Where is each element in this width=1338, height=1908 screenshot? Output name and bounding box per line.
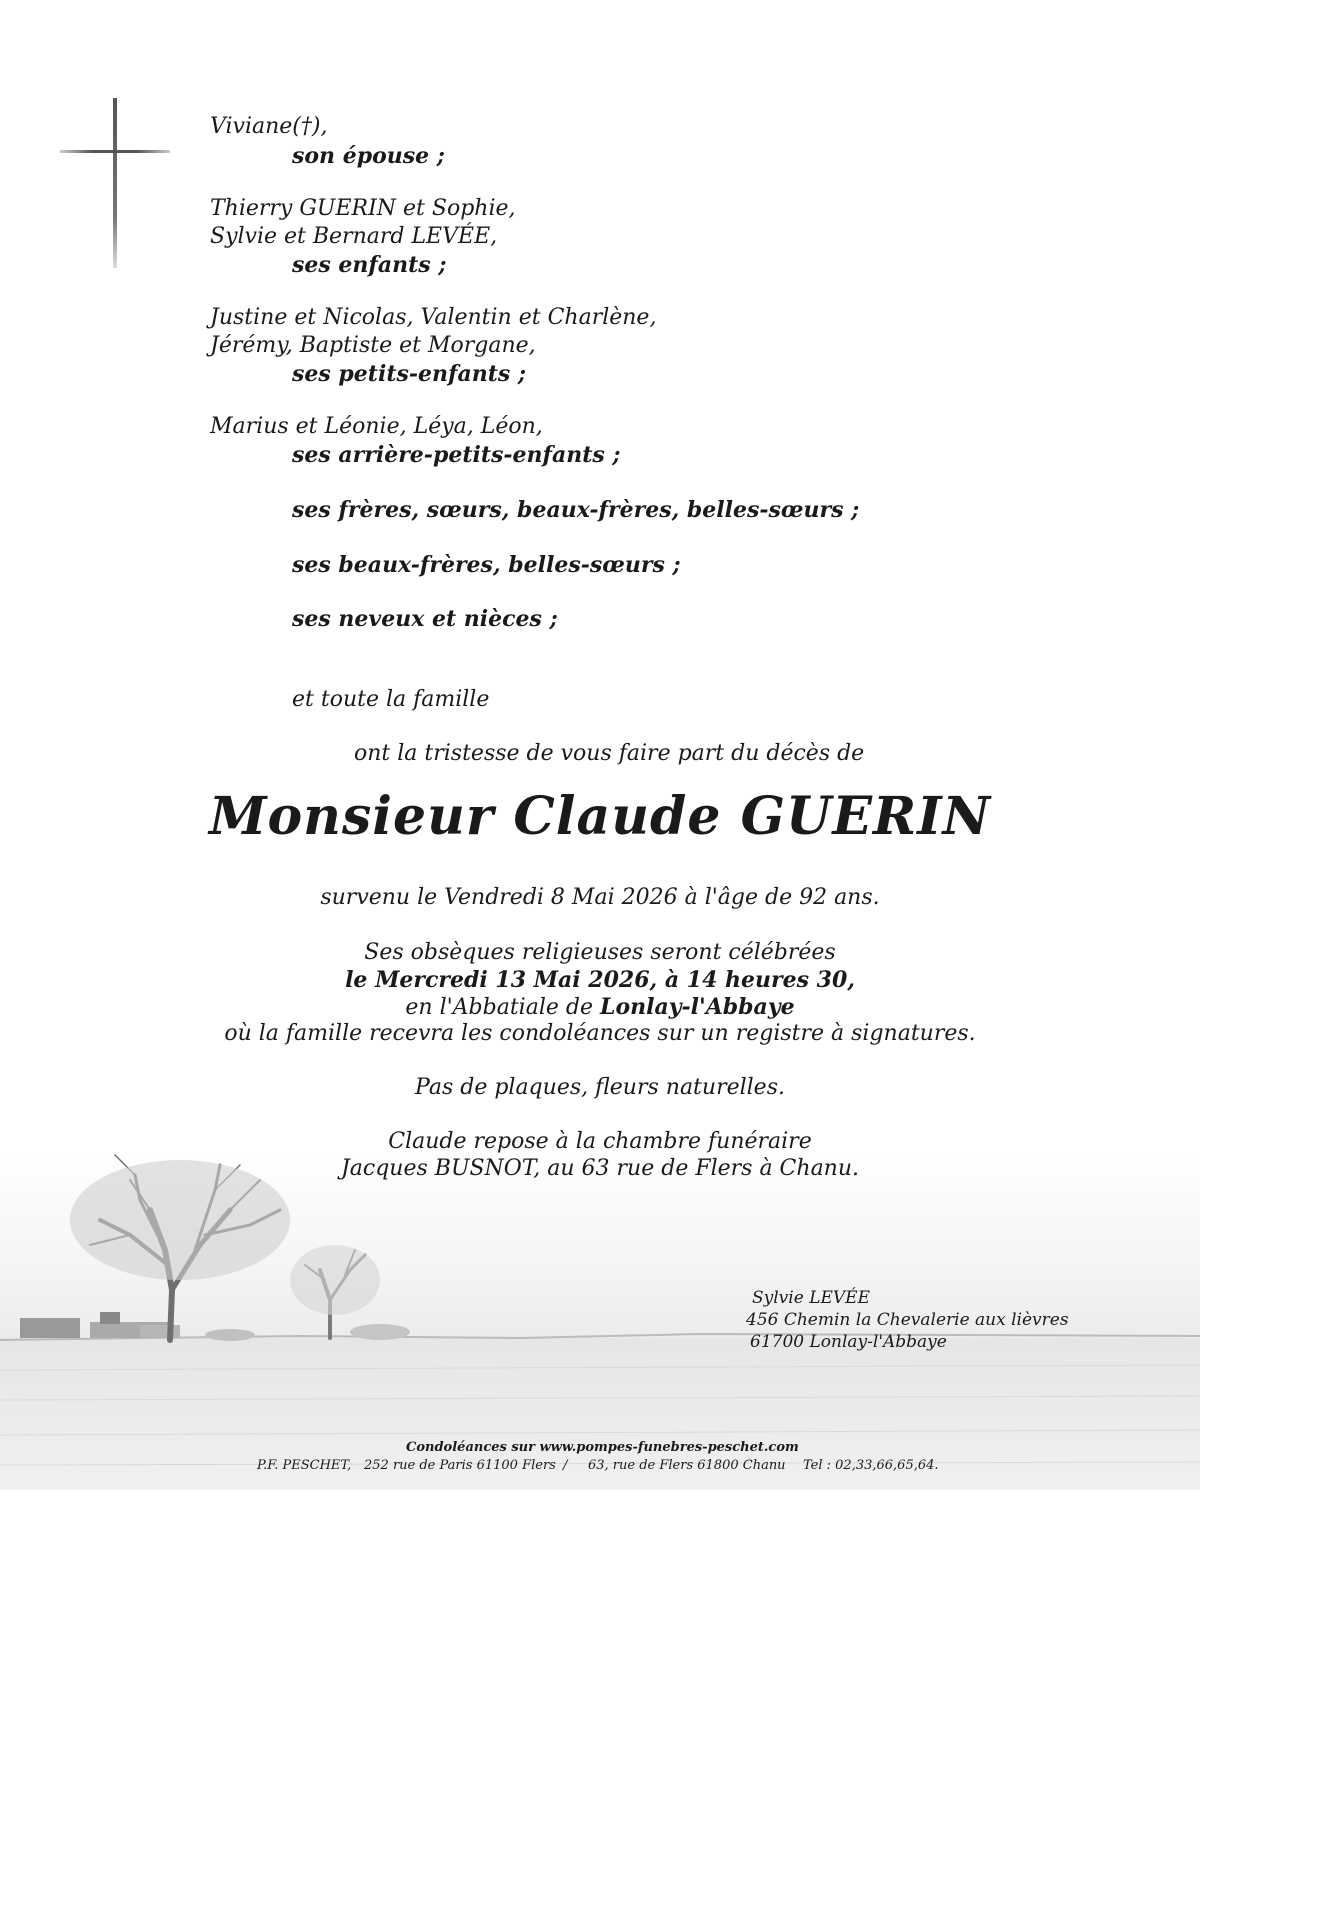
- nephews-line: ses neveux et nièces ;: [292, 606, 558, 632]
- funeral-line-4: où la famille recevra les condoléances sur un registre à signatures.: [224, 1021, 976, 1046]
- flowers-line: Pas de plaques, fleurs naturelles.: [415, 1075, 785, 1100]
- whole-family-line: et toute la famille: [292, 687, 490, 712]
- children-line-1: Thierry GUERIN et Sophie,: [210, 196, 516, 221]
- funeral-line-3: [0, 994, 1200, 1021]
- footer-address-2: 63, rue de Flers 61800 Chanu: [588, 1458, 786, 1473]
- contact-street: 456 Chemin la Chevalerie aux lièvres: [746, 1310, 1069, 1330]
- contact-city: 61700 Lonlay-l'Abbaye: [750, 1332, 947, 1352]
- rest-line-2: Jacques BUSNOT, au 63 rue de Flers à Chanu.: [340, 1156, 860, 1181]
- cross-icon: [60, 98, 170, 268]
- greatgrandchildren-role: ses arrière-petits-enfants ;: [292, 442, 621, 468]
- death-line: survenu le Vendredi 8 Mai 2026 à l'âge de 92 ans.: [320, 885, 880, 910]
- grandchildren-role: ses petits-enfants ;: [292, 361, 527, 387]
- wife-role: son épouse ;: [292, 143, 445, 169]
- children-line-2: Sylvie et Bernard LEVÉE,: [210, 224, 498, 249]
- contact-name: Sylvie LEVÉE: [752, 1288, 870, 1308]
- rest-line-1: Claude repose à la chambre funéraire: [388, 1129, 812, 1154]
- condolences-line: Condoléances sur www.pompes-funebres-peschet.com: [406, 1440, 799, 1455]
- grandchildren-line-1: Justine et Nicolas, Valentin et Charlène,: [210, 305, 657, 330]
- funeral-line-3-prefix: en l'Abbatiale de: [405, 995, 600, 1020]
- siblings-line: ses frères, sœurs, beaux-frères, belles-sœurs ;: [292, 497, 860, 523]
- funeral-place: Lonlay-l'Abbaye: [599, 994, 795, 1020]
- grandchildren-line-2: Jérémy, Baptiste et Morgane,: [210, 333, 536, 358]
- footer-phone: Tel : 02,33,66,65,64.: [803, 1458, 939, 1473]
- funeral-line-1: Ses obsèques religieuses seront célébrées: [364, 940, 836, 965]
- deceased-name: Monsieur Claude GUERIN: [208, 786, 992, 847]
- children-role: ses enfants ;: [292, 252, 447, 278]
- footer-separator: /: [563, 1458, 568, 1473]
- wife-name: Viviane(†),: [210, 114, 328, 139]
- footer-company: P.F. PESCHET,: [257, 1458, 352, 1473]
- funeral-line-2: le Mercredi 13 Mai 2026, à 14 heures 30,: [345, 967, 855, 993]
- inlaws-line: ses beaux-frères, belles-sœurs ;: [292, 552, 681, 578]
- footer-address-1: 252 rue de Paris 61100 Flers: [364, 1458, 556, 1473]
- greatgrandchildren-line-1: Marius et Léonie, Léya, Léon,: [210, 414, 543, 439]
- announcement-intro: ont la tristesse de vous faire part du décès de: [354, 741, 865, 766]
